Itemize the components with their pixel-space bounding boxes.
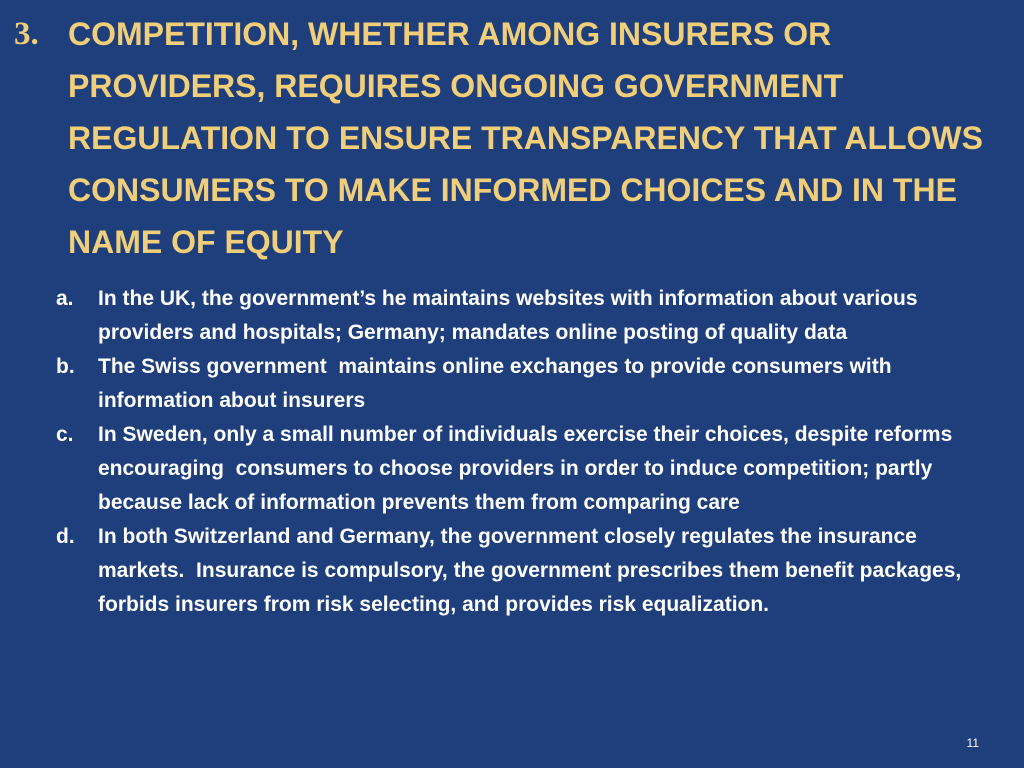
bullet-marker: d. — [56, 525, 75, 548]
bullet-marker: b. — [56, 355, 75, 378]
bullet-item-d — [56, 520, 1006, 622]
bullet-item-a — [56, 282, 1006, 350]
bullet-item-b — [56, 350, 1006, 418]
bullet-text: In the UK, the government’s he maintains websites with information about various providers and hospitals; Germany; mandates online posting of quality data — [98, 287, 924, 344]
page-number: 11 — [966, 736, 979, 750]
bullet-marker: c. — [56, 423, 74, 446]
heading-number: 3. — [14, 16, 39, 52]
bullet-text: The Swiss government maintains online exchanges to provide consumers with information about insurers — [98, 355, 898, 412]
slide-heading — [14, 8, 1014, 268]
bullet-text: In Sweden, only a small number of individuals exercise their choices, despite reforms encouraging consumers to choose providers in order to induce competition; partly because lack of information prevents them from comparing care — [98, 423, 959, 514]
bullet-text: In both Switzerland and Germany, the government closely regulates the insurance markets. Insurance is compulsory, the government prescribes them benefit packages, forbids insurers from risk selecting, and provides risk equalization. — [98, 525, 968, 616]
bullet-item-c — [56, 418, 1006, 520]
heading-text: COMPETITION, WHETHER AMONG INSURERS OR PROVIDERS, REQUIRES ONGOING GOVERNMENT REGULATION TO ENSURE TRANSPARENCY THAT ALLOWS CONSUMERS TO MAKE INFORMED CHOICES AND IN THE NAME OF EQUITY — [68, 16, 983, 260]
bullet-marker: a. — [56, 287, 74, 310]
bullet-list — [56, 282, 1006, 622]
